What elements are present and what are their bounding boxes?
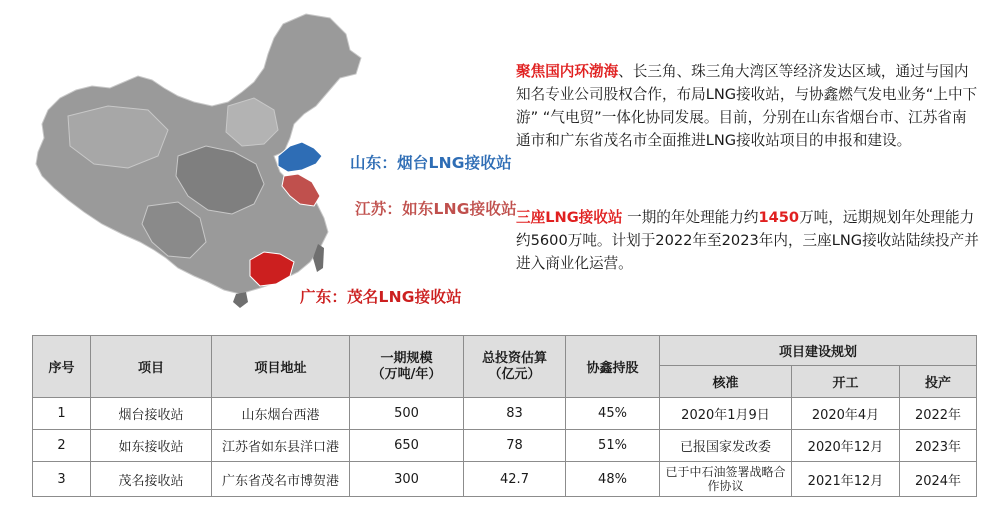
cell-capacity: 650 [350,430,464,462]
china-map [28,6,518,324]
label-shandong: 山东：烟台LNG接收站 [350,154,512,172]
projects-table-container [32,335,976,497]
cell-project: 烟台接收站 [91,398,212,430]
cell-investment: 83 [464,398,566,430]
cell-address: 山东烟台西港 [212,398,350,430]
cell-investment: 42.7 [464,462,566,497]
cell-seq: 2 [33,430,91,462]
table-row [33,398,977,430]
cell-project: 茂名接收站 [91,462,212,497]
header-plan: 项目建设规划 [660,336,977,366]
label-guangdong: 广东：茂名LNG接收站 [300,288,462,306]
cell-stake: 51% [566,430,660,462]
cell-investment: 78 [464,430,566,462]
intro-paragraph [516,60,981,152]
cell-stake: 45% [566,398,660,430]
table-row [33,430,977,462]
projects-table [32,335,977,497]
cell-address: 江苏省如东县洋口港 [212,430,350,462]
header-seq: 序号 [33,336,91,398]
intro-text: 、长三角、珠三角大湾区等经济发达区域，通过与国内知名专业公司股权合作，布局LNG接收站，与协鑫燃气发电业务“上中下游” “气电贸”一体化协同发展。目前，分别在山东省烟台市、江苏省南通市和广东省茂名市全面推进LNG接收站项目的申报和建设。 [516,63,978,149]
capacity-paragraph [516,206,981,275]
hainan-island [233,292,248,308]
cell-approval: 2020年1月9日 [660,398,792,430]
capacity-highlight-title: 三座LNG接收站 [516,209,623,226]
cell-seq: 3 [33,462,91,497]
intro-highlight: 聚焦国内环渤海 [516,63,619,80]
header-project: 项目 [91,336,212,398]
header-stake: 协鑫持股 [566,336,660,398]
label-jiangsu: 江苏：如东LNG接收站 [355,200,517,218]
header-capacity: 一期规模 （万吨/年） [350,336,464,398]
cell-stake: 48% [566,462,660,497]
cell-operation: 2023年 [900,430,977,462]
capacity-highlight-number: 1450 [758,209,800,226]
header-approval: 核准 [660,366,792,398]
capacity-text-mid: 一期的年处理能力约 [622,209,759,226]
cell-operation: 2024年 [900,462,977,497]
header-operation: 投产 [900,366,977,398]
cell-approval: 已于中石油签署战略合作协议 [660,462,792,497]
cell-start: 2020年4月 [792,398,900,430]
cell-capacity: 300 [350,462,464,497]
cell-start: 2020年12月 [792,430,900,462]
cell-start: 2021年12月 [792,462,900,497]
capacity-text-rest: 万吨，远期规划年处理能力约5600万吨。计划于2022年至2023年内，三座LNG接收站陆续投产并进入商业化运营。 [516,209,979,272]
cell-seq: 1 [33,398,91,430]
cell-capacity: 500 [350,398,464,430]
cell-operation: 2022年 [900,398,977,430]
table-row [33,462,977,497]
cell-project: 如东接收站 [91,430,212,462]
header-investment: 总投资估算 （亿元） [464,336,566,398]
cell-address: 广东省茂名市博贺港 [212,462,350,497]
header-address: 项目地址 [212,336,350,398]
header-start: 开工 [792,366,900,398]
cell-approval: 已报国家发改委 [660,430,792,462]
